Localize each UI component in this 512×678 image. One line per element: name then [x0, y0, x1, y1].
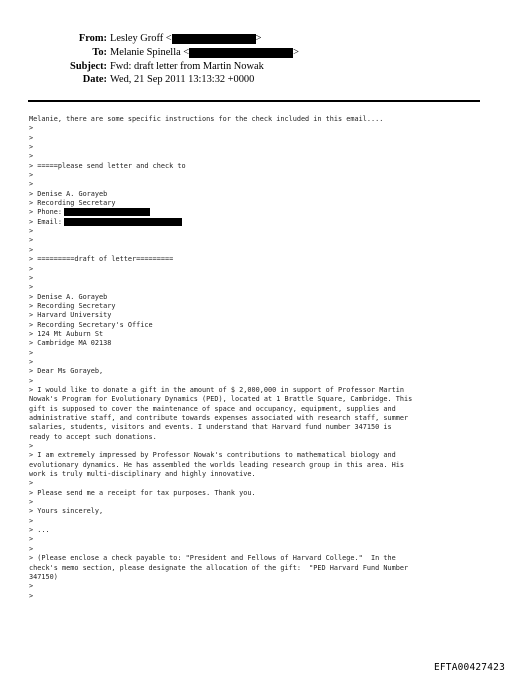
- body-line: [29, 498, 489, 507]
- email-body: [29, 115, 489, 601]
- body-line-text: > Denise A. Gorayeb: [29, 189, 108, 198]
- body-line: [29, 592, 489, 601]
- to-value: [110, 46, 299, 60]
- body-line-text: >: [29, 479, 34, 488]
- date-label: Date:: [82, 74, 107, 86]
- body-line-text: > =========draft of letter=========: [29, 255, 174, 264]
- body-line: [29, 395, 489, 404]
- body-line: [29, 283, 489, 292]
- body-line: [29, 236, 489, 245]
- body-line: [29, 246, 489, 255]
- body-line: [29, 293, 489, 302]
- body-line-text: >: [29, 498, 34, 507]
- body-line-text: >: [29, 152, 34, 161]
- body-line: [29, 470, 489, 479]
- body-line: [29, 199, 489, 208]
- body-line-text: >: [29, 357, 34, 366]
- body-line-text: >: [29, 124, 34, 133]
- redaction-bar: [189, 48, 293, 58]
- body-line: [29, 564, 489, 573]
- body-line: [29, 358, 489, 367]
- body-line-text: > 124 Mt Auburn St: [29, 329, 104, 338]
- body-line: [29, 255, 489, 264]
- body-line: [29, 433, 489, 442]
- header-divider: [28, 100, 480, 102]
- body-line-text: >: [29, 442, 34, 451]
- body-line-text: > ...: [29, 526, 50, 535]
- from-label: From:: [78, 33, 107, 44]
- body-line-text: > Please send me a receipt for tax purposes. Thank you.: [29, 488, 256, 497]
- to-close: >: [293, 46, 300, 58]
- body-line-text: >: [29, 516, 34, 525]
- redaction-bar: [172, 34, 256, 44]
- body-line: [29, 377, 489, 386]
- body-line: [29, 302, 489, 311]
- body-line-text: administrative staff, and contribute towards expenses associated with research staff, summer: [29, 414, 409, 422]
- to-name: Melanie Spinella <: [110, 46, 190, 58]
- body-line: [29, 330, 489, 339]
- body-line: [29, 451, 489, 460]
- from-name: Lesley Groff <: [110, 33, 172, 44]
- body-line-text: work is truly multi-disciplinary and highly innovative.: [29, 470, 256, 479]
- body-line-text: >: [29, 236, 34, 245]
- body-line: [29, 442, 489, 451]
- body-line-text: >: [29, 245, 34, 254]
- body-line: [29, 423, 489, 432]
- body-line-text: gift is supposed to cover the maintenance of space and occupancy, equipment, supplies and: [29, 404, 396, 413]
- body-line-text: 347150): [29, 572, 58, 581]
- body-line-text: > Yours sincerely,: [29, 507, 104, 516]
- from-value: [110, 32, 262, 46]
- body-line-text: >: [29, 376, 34, 385]
- body-line: [29, 414, 489, 423]
- body-line: [29, 526, 489, 535]
- body-line-text: >: [29, 544, 34, 553]
- to-label: To:: [92, 46, 107, 58]
- body-line: [29, 143, 489, 152]
- from-row: [36, 32, 456, 46]
- body-line: [29, 152, 489, 161]
- body-line-text: salaries, students, visitors and events. I understand that Harvard fund number 347150 is: [29, 423, 392, 432]
- body-line: [29, 582, 489, 591]
- body-line: [29, 573, 489, 582]
- body-line-text: >: [29, 582, 34, 591]
- body-line-text: ready to accept such donations.: [29, 432, 157, 441]
- body-line: [29, 367, 489, 376]
- to-row: [36, 46, 456, 60]
- body-line: [29, 507, 489, 516]
- body-line: [29, 274, 489, 283]
- body-line-text: Nowak's Program for Evolutionary Dynamics (PED), located at 1 Brattle Square, Cambridge. This: [29, 395, 413, 404]
- body-line: [29, 386, 489, 395]
- body-line-text: > Recording Secretary's Office: [29, 320, 153, 329]
- body-line: [29, 479, 489, 488]
- body-line-text: > I am extremely impressed by Professor Nowak's contributions to mathematical biology and: [29, 451, 396, 460]
- body-line: [29, 115, 489, 124]
- body-line-text: >: [29, 264, 34, 273]
- body-line: [29, 162, 489, 171]
- body-line-text: > Harvard University: [29, 311, 112, 320]
- body-line: [29, 545, 489, 554]
- body-line-text: >: [29, 180, 34, 189]
- body-line-text: >: [29, 535, 34, 544]
- body-line-text: > I would like to donate a gift in the amount of $ 2,000,000 in support of Professor Martin: [29, 385, 404, 394]
- body-line: [29, 349, 489, 358]
- body-line-text: >: [29, 273, 34, 282]
- body-line-text: >: [29, 143, 34, 152]
- body-line-text: >: [29, 171, 34, 180]
- body-line: [29, 339, 489, 348]
- body-line-text: > Denise A. Gorayeb: [29, 292, 108, 301]
- body-line: [29, 227, 489, 236]
- body-line-text: > Recording Secretary: [29, 301, 116, 310]
- body-line: [29, 489, 489, 498]
- date-row: [36, 73, 456, 87]
- subject-label: Subject:: [70, 60, 107, 72]
- body-line: [29, 265, 489, 274]
- body-line-text: >: [29, 227, 34, 236]
- body-line: [29, 517, 489, 526]
- body-line-text: > Dear Ms Gorayeb,: [29, 367, 104, 376]
- body-line: [29, 134, 489, 143]
- body-line-text: > Cambridge MA 02138: [29, 339, 112, 348]
- body-line: [29, 180, 489, 189]
- body-line-text: Melanie, there are some specific instructions for the check included in this email....: [29, 115, 384, 123]
- date-value: Wed, 21 Sep 2011 13:13:32 +0000: [110, 74, 255, 86]
- subject-value: Fwd: draft letter from Martin Nowak: [110, 60, 264, 72]
- body-line-text: > Phone:: [29, 208, 62, 217]
- body-line: [29, 190, 489, 199]
- redaction-bar: [64, 208, 150, 216]
- body-line: [29, 218, 489, 227]
- body-line: [29, 321, 489, 330]
- subject-row: [36, 60, 456, 74]
- body-line-text: >: [29, 283, 34, 292]
- body-line: [29, 124, 489, 133]
- body-line-text: >: [29, 348, 34, 357]
- body-line-text: evolutionary dynamics. He has assembled the worlds leading research group in this area. His: [29, 460, 404, 469]
- from-close: >: [255, 33, 262, 44]
- body-line: [29, 311, 489, 320]
- body-line: [29, 208, 489, 217]
- body-line-text: > (Please enclose a check payable to: "President and Fellows of Harvard College." In the: [29, 554, 396, 563]
- body-line-text: > Email:: [29, 217, 62, 226]
- body-line: [29, 171, 489, 180]
- bates-number: EFTA00427423: [433, 662, 505, 673]
- body-line: [29, 554, 489, 563]
- body-line-text: check's memo section, please designate the allocation of the gift: "PED Harvard Fund Number: [29, 563, 409, 572]
- body-line: [29, 535, 489, 544]
- redaction-bar: [64, 218, 182, 226]
- body-line-text: >: [29, 591, 34, 600]
- body-line-text: >: [29, 133, 34, 142]
- email-header: [36, 32, 456, 87]
- body-line: [29, 405, 489, 414]
- body-line: [29, 461, 489, 470]
- body-line-text: > =====please send letter and check to: [29, 161, 186, 170]
- body-line-text: > Recording Secretary: [29, 199, 116, 208]
